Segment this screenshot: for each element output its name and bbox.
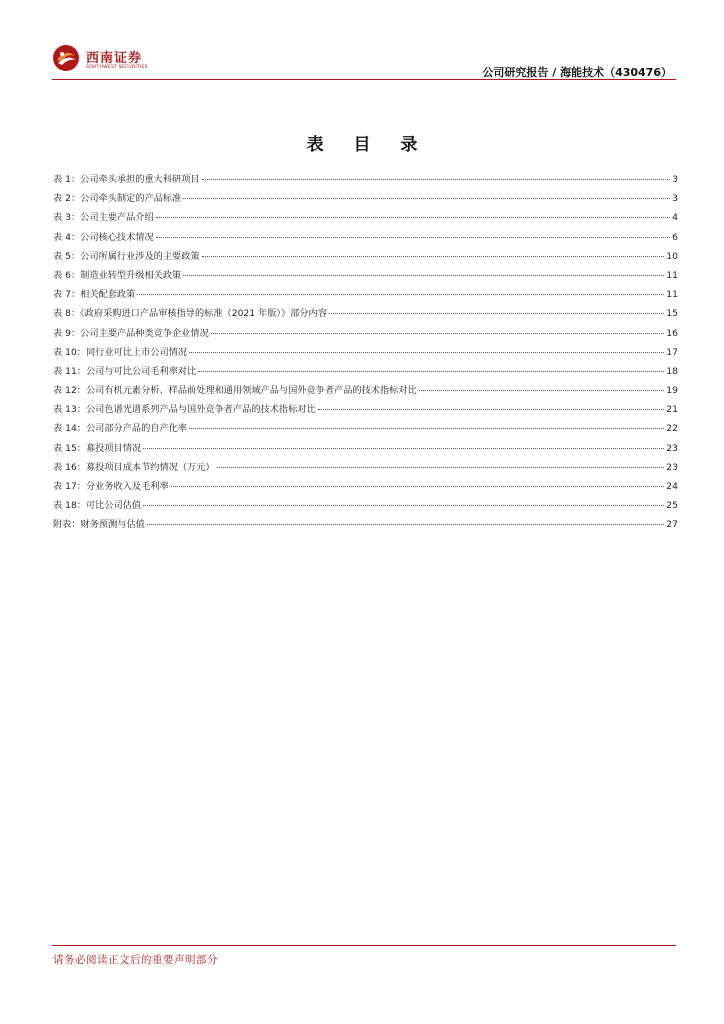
toc-entry-page: 23	[666, 461, 678, 473]
toc-leader-dots	[189, 352, 664, 353]
toc-leader-dots	[137, 294, 664, 295]
toc-entry-label: 表 5：公司所属行业涉及的主要政策	[53, 250, 200, 262]
toc-leader-dots	[202, 256, 665, 257]
toc-entry-page: 10	[666, 250, 678, 262]
toc-leader-dots	[202, 179, 671, 180]
toc-entry-page: 19	[666, 385, 678, 397]
toc-entry[interactable]	[53, 305, 678, 324]
toc-leader-dots	[183, 198, 670, 199]
toc-entry[interactable]	[53, 229, 678, 248]
toc-entry-page: 3	[672, 174, 678, 185]
toc-entry-page: 11	[666, 269, 678, 281]
logo-emblem-icon	[52, 44, 80, 72]
toc-entry-label: 表 10：同行业可比上市公司情况	[53, 346, 188, 358]
toc-leader-dots	[143, 448, 664, 449]
toc-leader-dots	[171, 486, 665, 487]
header-divider	[52, 79, 676, 80]
toc-entry[interactable]	[53, 497, 678, 516]
toc-leader-dots	[156, 217, 671, 218]
toc-entry-label: 表 7：相关配套政策	[53, 289, 136, 301]
toc-entry-label: 表 16：募投项目成本节约情况（万元）	[53, 461, 215, 473]
toc-leader-dots	[198, 371, 664, 372]
toc-entry[interactable]	[53, 267, 678, 286]
toc-entry[interactable]	[53, 420, 678, 439]
page-title: 表 目 录	[306, 135, 430, 155]
toc-entry-page: 27	[666, 519, 678, 531]
toc-entry-page: 16	[666, 327, 678, 339]
toc-entry[interactable]	[53, 459, 678, 478]
footer-divider	[52, 945, 676, 946]
toc-entry-label: 表 17：分业务收入及毛利率	[53, 481, 169, 492]
toc-entry-page: 24	[666, 481, 678, 492]
company-logo	[52, 44, 162, 74]
toc-entry-label: 表 2：公司牵头制定的产品标准	[53, 193, 182, 205]
toc-leader-dots	[329, 313, 664, 314]
toc-entry-page: 11	[666, 289, 678, 301]
toc-leader-dots	[419, 390, 665, 391]
toc-leader-dots	[217, 467, 665, 468]
table-of-tables	[53, 171, 678, 536]
footer-disclaimer-notice: 请务必阅读正文后的重要声明部分	[53, 954, 218, 966]
toc-entry-label: 表 18：可比公司估值	[53, 500, 142, 512]
toc-entry-page: 15	[666, 308, 678, 320]
toc-entry-page: 4	[672, 212, 678, 224]
toc-entry[interactable]	[53, 516, 678, 535]
toc-entry-page: 21	[666, 404, 678, 416]
toc-entry[interactable]	[53, 363, 678, 382]
toc-entry-page: 6	[672, 231, 678, 243]
toc-entry-label: 表 9：公司主要产品种类竞争企业情况	[53, 327, 209, 339]
toc-entry-label: 表 12：公司有机元素分析、样品前处理和通用领域产品与国外竞争者产品的技术指标对比	[53, 385, 417, 397]
toc-entry-label: 表 11：公司与可比公司毛利率对比	[53, 365, 197, 377]
toc-entry-page: 3	[672, 193, 678, 205]
toc-entry-label: 表 4：公司核心技术情况	[53, 231, 154, 243]
toc-leader-dots	[183, 275, 664, 276]
logo-chinese-name: 西南证券	[86, 51, 143, 66]
toc-entry[interactable]	[53, 478, 678, 497]
logo-english-name: SOUTHWEST SECURITIES	[86, 65, 148, 70]
toc-entry-page: 17	[666, 346, 678, 358]
toc-entry-label: 表 1：公司牵头承担的重大科研项目	[53, 174, 200, 185]
toc-entry-label: 表 13：公司色谱光谱系列产品与国外竞争者产品的技术指标对比	[53, 404, 316, 416]
toc-entry[interactable]	[53, 248, 678, 267]
toc-entry-page: 25	[666, 500, 678, 512]
toc-entry[interactable]	[53, 190, 678, 209]
toc-entry[interactable]	[53, 440, 678, 459]
toc-entry[interactable]	[53, 325, 678, 344]
toc-leader-dots	[318, 409, 665, 410]
toc-entry-page: 23	[666, 442, 678, 454]
toc-entry-label: 表 6：制造业转型升级相关政策	[53, 269, 182, 281]
toc-entry-label: 表 3：公司主要产品介绍	[53, 212, 154, 224]
toc-leader-dots	[147, 524, 664, 525]
toc-entry-label: 表 8：《政府采购进口产品审核指导的标准（2021 年版）》部分内容	[53, 308, 327, 320]
toc-entry-label: 附表：财务预测与估值	[53, 519, 145, 531]
toc-leader-dots	[156, 237, 671, 238]
toc-entry[interactable]	[53, 171, 678, 190]
toc-entry[interactable]	[53, 382, 678, 401]
toc-leader-dots	[143, 505, 664, 506]
toc-entry[interactable]	[53, 286, 678, 305]
toc-entry-page: 18	[666, 365, 678, 377]
toc-entry[interactable]	[53, 401, 678, 420]
toc-leader-dots	[189, 428, 664, 429]
toc-entry-page: 22	[666, 423, 678, 435]
report-header-title: 公司研究报告 / 海能技术（430476）	[482, 66, 672, 79]
toc-entry[interactable]	[53, 209, 678, 228]
toc-entry-label: 表 15：募投项目情况	[53, 442, 142, 454]
toc-leader-dots	[211, 333, 665, 334]
toc-entry[interactable]	[53, 344, 678, 363]
toc-entry-label: 表 14：公司部分产品的自产化率	[53, 423, 188, 435]
